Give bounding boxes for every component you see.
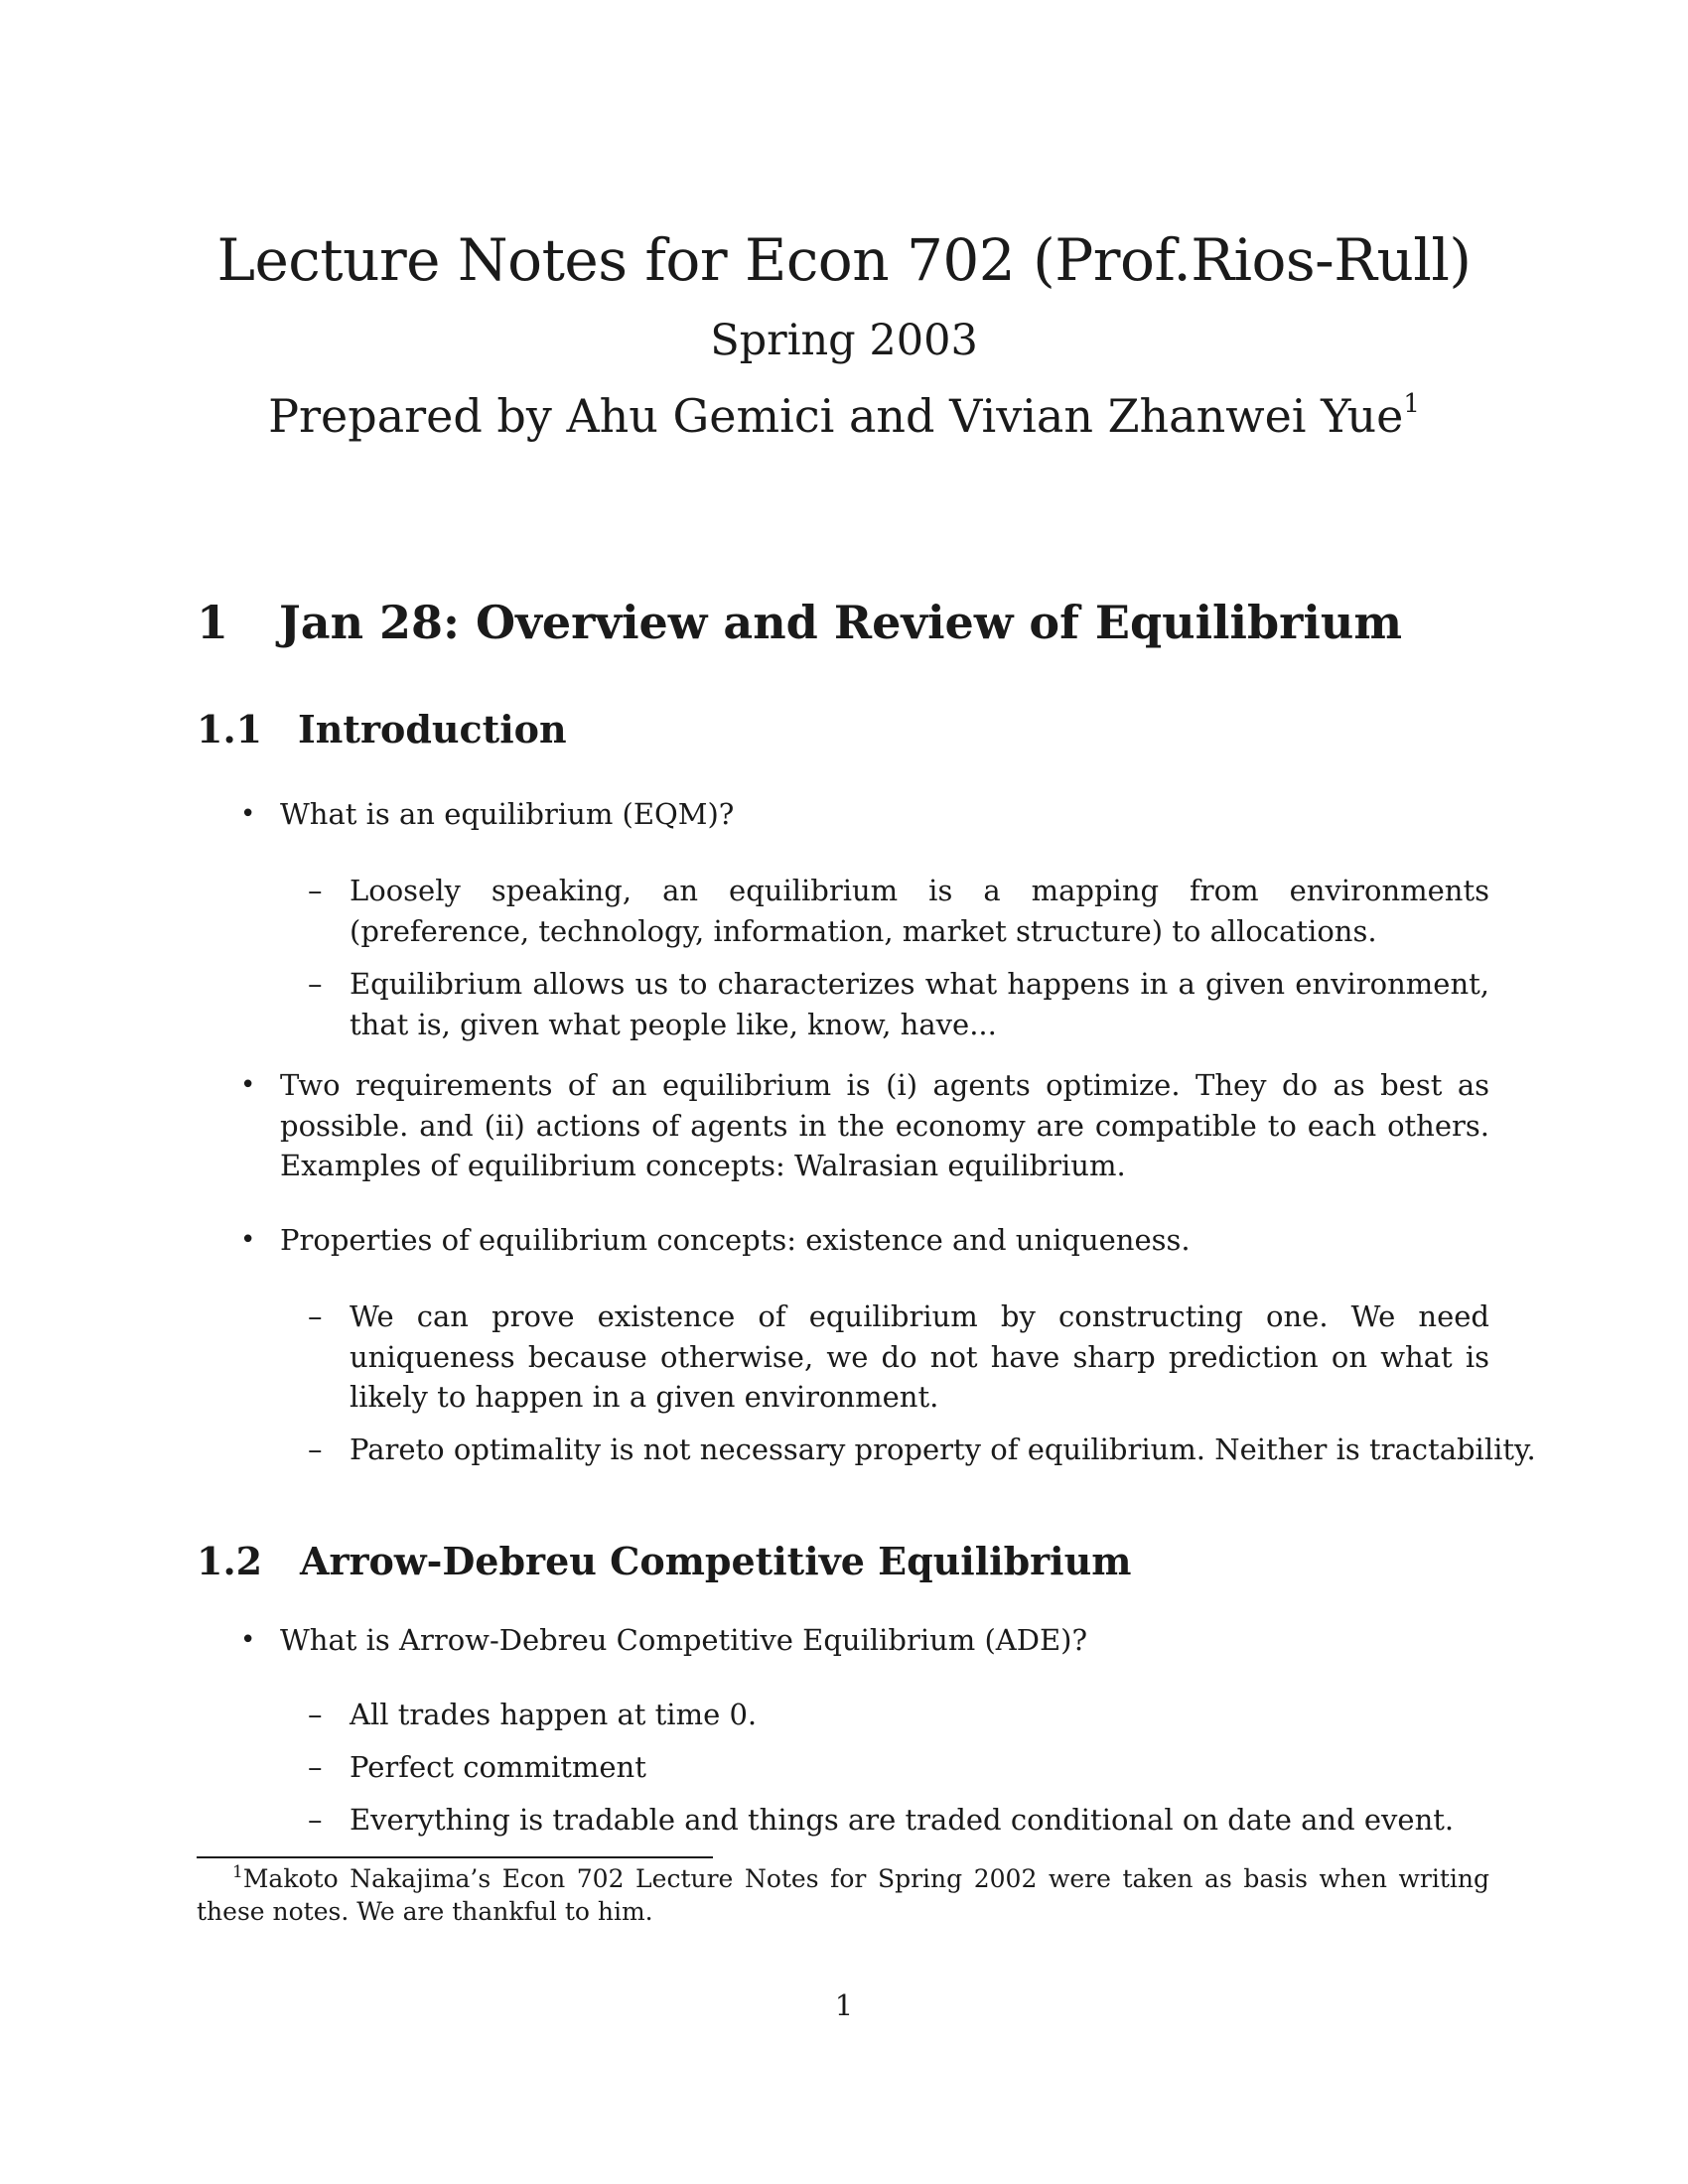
dash-icon: – [308, 967, 323, 1001]
list-item-text: Perfect commitment [350, 1750, 646, 1784]
subsection-number: 1.1 [197, 707, 263, 751]
list-item [240, 1065, 1489, 1186]
section-number: 1 [197, 596, 229, 649]
footnote-number: 1 [232, 1862, 243, 1882]
dash-icon: – [308, 1803, 323, 1837]
list-item-text: Two requirements of an equilibrium is (i) agents optimize. They do as best as possible. and (ii) actions of agents in the economy are compatible to each others. Examples of equilibrium concepts: Walrasian equilibrium. [280, 1068, 1489, 1182]
footnote-divider [197, 1856, 713, 1858]
authors-text: Prepared by Ahu Gemici and Vivian Zhanwei Yue [268, 389, 1404, 443]
list-item [308, 871, 1489, 951]
list-item [308, 1800, 1489, 1841]
list-item-text: What is Arrow-Debreu Competitive Equilibrium (ADE)? [280, 1623, 1088, 1657]
document-term: Spring 2003 [710, 316, 978, 365]
bullet-icon: • [240, 1625, 256, 1655]
list-item [240, 794, 1489, 835]
dash-icon: – [308, 874, 323, 907]
list-item [308, 1430, 1536, 1470]
subsection-title: Arrow-Debreu Competitive Equilibrium [300, 1539, 1132, 1583]
list-item [308, 1297, 1489, 1418]
document-authors [0, 389, 1688, 443]
dash-icon: – [308, 1299, 323, 1333]
list-item-text: Loosely speaking, an equilibrium is a mapping from environments (preference, technology, information, market structure) to allocations. [350, 874, 1489, 948]
list-item-text: We can prove existence of equilibrium by constructing one. We need uniqueness because otherwise, we do not have sharp prediction on what is likely to happen in a given environment. [350, 1299, 1489, 1414]
bullet-icon: • [240, 1070, 256, 1100]
footnote [197, 1862, 1489, 1928]
section-title: Jan 28: Overview and Review of Equilibrium [279, 596, 1402, 649]
list-item [308, 1695, 1489, 1735]
list-item [308, 964, 1489, 1044]
list-item [240, 1220, 1489, 1261]
list-item [240, 1620, 1489, 1661]
subsection-title: Introduction [298, 707, 567, 751]
subsection-heading-arrow-debreu [197, 1539, 1131, 1583]
dash-icon: – [308, 1433, 323, 1466]
dash-icon: – [308, 1750, 323, 1784]
section-heading [197, 596, 1402, 649]
subsection-number: 1.2 [197, 1539, 263, 1583]
list-item-text: All trades happen at time 0. [350, 1698, 758, 1731]
subsection-heading-introduction [197, 707, 567, 751]
list-item [308, 1747, 1489, 1788]
page-number: 1 [834, 1988, 854, 2022]
list-item-text: Everything is tradable and things are traded conditional on date and event. [350, 1803, 1455, 1837]
dash-icon: – [308, 1698, 323, 1731]
list-item-text: What is an equilibrium (EQM)? [280, 797, 735, 831]
bullet-icon: • [240, 1225, 256, 1255]
bullet-icon: • [240, 799, 256, 829]
footnote-marker: 1 [1403, 389, 1420, 419]
list-item-text: Properties of equilibrium concepts: existence and uniqueness. [280, 1223, 1191, 1257]
document-title: Lecture Notes for Econ 702 (Prof.Rios-Rull) [216, 226, 1472, 294]
list-item-text: Pareto optimality is not necessary property of equilibrium. Neither is tractability. [350, 1433, 1536, 1466]
footnote-text: Makoto Nakajima’s Econ 702 Lecture Notes for Spring 2002 were taken as basis when writing these notes. We are thankful to him. [197, 1864, 1489, 1926]
list-item-text: Equilibrium allows us to characterizes what happens in a given environment, that is, given what people like, know, have... [350, 967, 1489, 1041]
